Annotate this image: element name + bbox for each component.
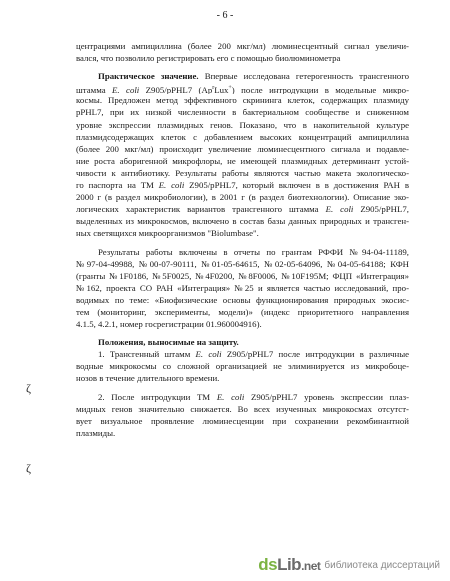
- text-line: ных светящихся микроорганизмов "Biolumbase".: [76, 228, 259, 239]
- text-line: тем (мониторинг, эксперименты, модели)» (индекс приоритетного направления: [76, 306, 409, 317]
- text-line: штамма E. coli Z905/pPHL7 (Ap$^r$Lux+) после интродукции в модельные микро-: [76, 85, 409, 95]
- text-line: мидных генов значительно снижается. Во всех изученных микрокосмах отсутст-: [76, 403, 409, 414]
- section-heading: Практическое значение.: [98, 71, 199, 82]
- text-line: логических характеристик вариантов трансгенного штамма E. coli Z905/pPHL7,: [76, 204, 409, 215]
- document-body: [76, 40, 409, 439]
- text-line: нозов в течение длительного времени.: [76, 373, 220, 384]
- text-line: 2. После интродукции ТМ E. coli Z905/pPHL7 уровень экспрессии плаз-: [98, 391, 409, 402]
- text-line: (гранты №1F0186, №5F0025, №4F0200, №8F0006, №10F195M; ФЦП «Интеграция»: [76, 270, 409, 281]
- text-line: чивости к антибиотику. Результаты работы являются частью макета экологическо-: [76, 167, 409, 178]
- text-line: 1. Трансгенный штамм E. coli Z905/pPHL7 после интродукции в различные: [98, 349, 409, 360]
- text-line: вался, что позволило регистрировать его с помощью биолюминометра: [76, 53, 341, 64]
- section-heading: Положения, выносимые на защиту.: [98, 337, 239, 348]
- text-line: го паспорта на ТМ E. coli Z905/pPHL7, который включен в в достижения РАН в: [76, 180, 409, 191]
- text-line: (более 200 мкг/мл) происходит увеличение люминесцентного сигнала и подавле-: [76, 143, 409, 154]
- page-number: - 6 -: [216, 10, 234, 21]
- margin-mark: ζ: [26, 381, 31, 395]
- text-line: плазмидсодержащих клеток с добавлением высоких концентраций ампициллина: [76, 131, 409, 142]
- section-paragraph-start: Практическое значение. Впервые исследована гетерогенность трансгенного: [98, 71, 409, 82]
- text-line: центрациями ампициллина (более 200 мкг/мл) люминесцентный сигнал увеличи-: [76, 41, 409, 51]
- text-line: водимых по теме: «Биофизические основы функционирования природных экосис-: [76, 294, 409, 305]
- text-line: выделенных из микрокосмов, включено в состав базы данных природных и трансген-: [76, 216, 409, 227]
- watermark: [258, 555, 440, 575]
- watermark-subtitle: библиотека диссертаций: [324, 559, 440, 571]
- text-line: №162, проекта СО РАН «Интеграция» №25 и является частью исследований, про-: [76, 282, 409, 293]
- text-line: уровне экспрессии плазмидных генов. Показано, что в накопительной культуре: [76, 119, 409, 130]
- text-line: вует визуальное проявление люминесценции при сохранении рекомбинантной: [76, 415, 409, 426]
- text-line: водные микрокосмы со сложной организацией не элиминируется из микробоце-: [76, 361, 409, 372]
- text-line: Результаты работы включены в отчеты по грантам РФФИ №94-04-11189,: [98, 246, 409, 257]
- text-line: ние роста аборигенной микрофлоры, не имеющей плазмидных детерминант устой-: [76, 155, 409, 166]
- margin-mark: ζ: [26, 461, 31, 475]
- text-line: pPHL7, при их низкой численности в бактериальном сообществе и сниженном: [76, 107, 409, 118]
- text-line: №97-04-49988, №00-07-90111, №01-05-64615, №02-05-64096, №04-05-64188; КФН: [76, 258, 409, 269]
- text-line: 4.1.5, 4.2.1, номер госрегистрации 01.960004916).: [76, 319, 262, 330]
- text-line: космы. Предложен метод эффективного скрининга клеток, содержащих плазмиду: [76, 95, 409, 106]
- text-line: 2000 г (в раздел микробиологии), в 2001 г (в раздел биотехнологии). Описание эко-: [76, 192, 409, 203]
- text-line: плазмиды.: [76, 427, 116, 438]
- watermark-logo: dsLib.net: [258, 555, 321, 574]
